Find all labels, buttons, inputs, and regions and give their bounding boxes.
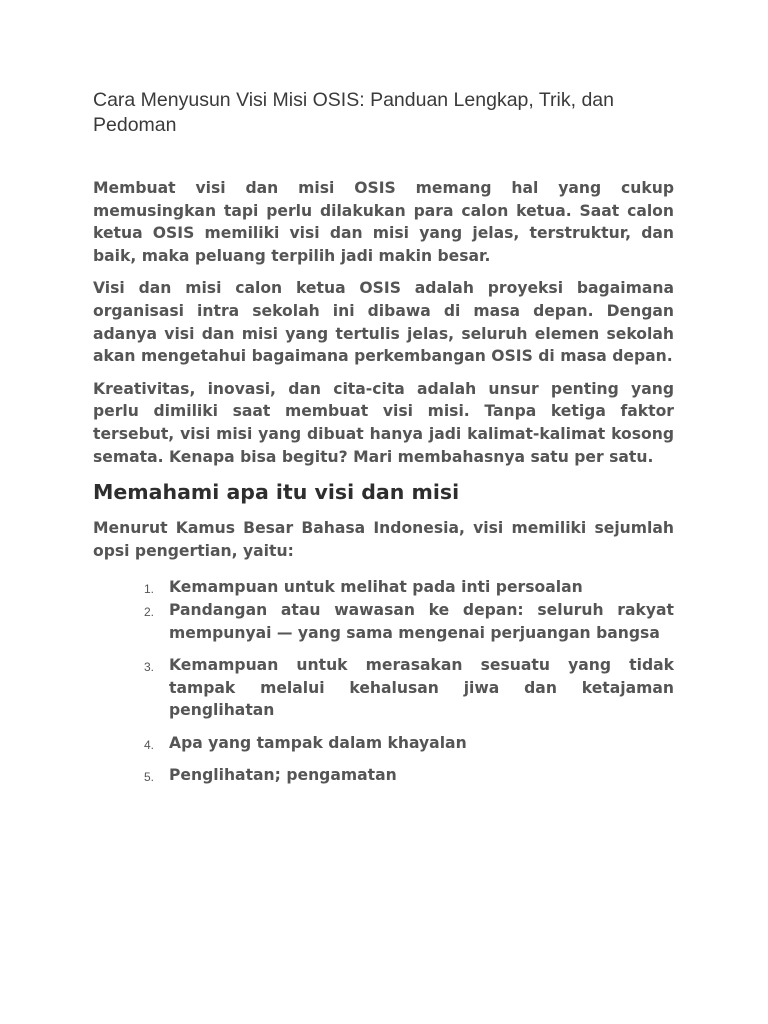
- list-number: 5.: [144, 770, 155, 785]
- list-text: Pandangan atau wawasan ke depan: seluruh rakyat mempunyai — yang sama mengenai perjuangan bangsa: [169, 600, 674, 642]
- list-text: Kemampuan untuk merasakan sesuatu yang tidak tampak melalui kehalusan jiwa dan ketajaman penglihatan: [169, 656, 674, 720]
- list-text: Penglihatan; pengamatan: [169, 766, 397, 785]
- list-text: Kemampuan untuk melihat pada inti persoalan: [169, 578, 583, 597]
- list-item: [144, 732, 674, 755]
- document-page: [93, 88, 674, 797]
- paragraph-intro: Membuat visi dan misi OSIS memang hal yang cukup memusingkan tapi perlu dilakukan para calon ketua. Saat calon ketua OSIS memiliki visi dan misi yang jelas, terstruktur, dan baik, maka peluang terpilih jadi makin besar.: [93, 179, 674, 265]
- list-text: Apa yang tampak dalam khayalan: [169, 733, 467, 752]
- list-item: [144, 764, 674, 787]
- section-intro: Menurut Kamus Besar Bahasa Indonesia, visi memiliki sejumlah opsi pengertian, yaitu:: [93, 519, 674, 560]
- paragraph-creativity: Kreativitas, inovasi, dan cita-cita adalah unsur penting yang perlu dimiliki saat membuat visi misi. Tanpa ketiga faktor tersebut, visi misi yang dibuat hanya jadi kalimat-kalimat kosong semata. Kenapa bisa begitu? Mari membahasnya satu per satu.: [93, 379, 674, 466]
- definition-list: [93, 576, 674, 787]
- list-item: [144, 599, 674, 644]
- paragraph-projection: Visi dan misi calon ketua OSIS adalah proyeksi bagaimana organisasi intra sekolah ini dibawa di masa depan. Dengan adanya visi dan misi yang tertulis jelas, seluruh elemen sekolah akan mengetahui bagaimana perkembangan OSIS di masa depan.: [93, 279, 674, 366]
- list-number: 1.: [144, 582, 155, 597]
- list-number: 2.: [144, 604, 155, 619]
- list-item: [144, 654, 674, 722]
- section-heading: Memahami apa itu visi dan misi: [93, 480, 460, 505]
- document-title: Cara Menyusun Visi Misi OSIS: Panduan Lengkap, Trik, dan Pedoman: [93, 89, 614, 136]
- list-number: 3.: [144, 660, 155, 675]
- list-item: [144, 576, 674, 599]
- list-number: 4.: [144, 737, 155, 752]
